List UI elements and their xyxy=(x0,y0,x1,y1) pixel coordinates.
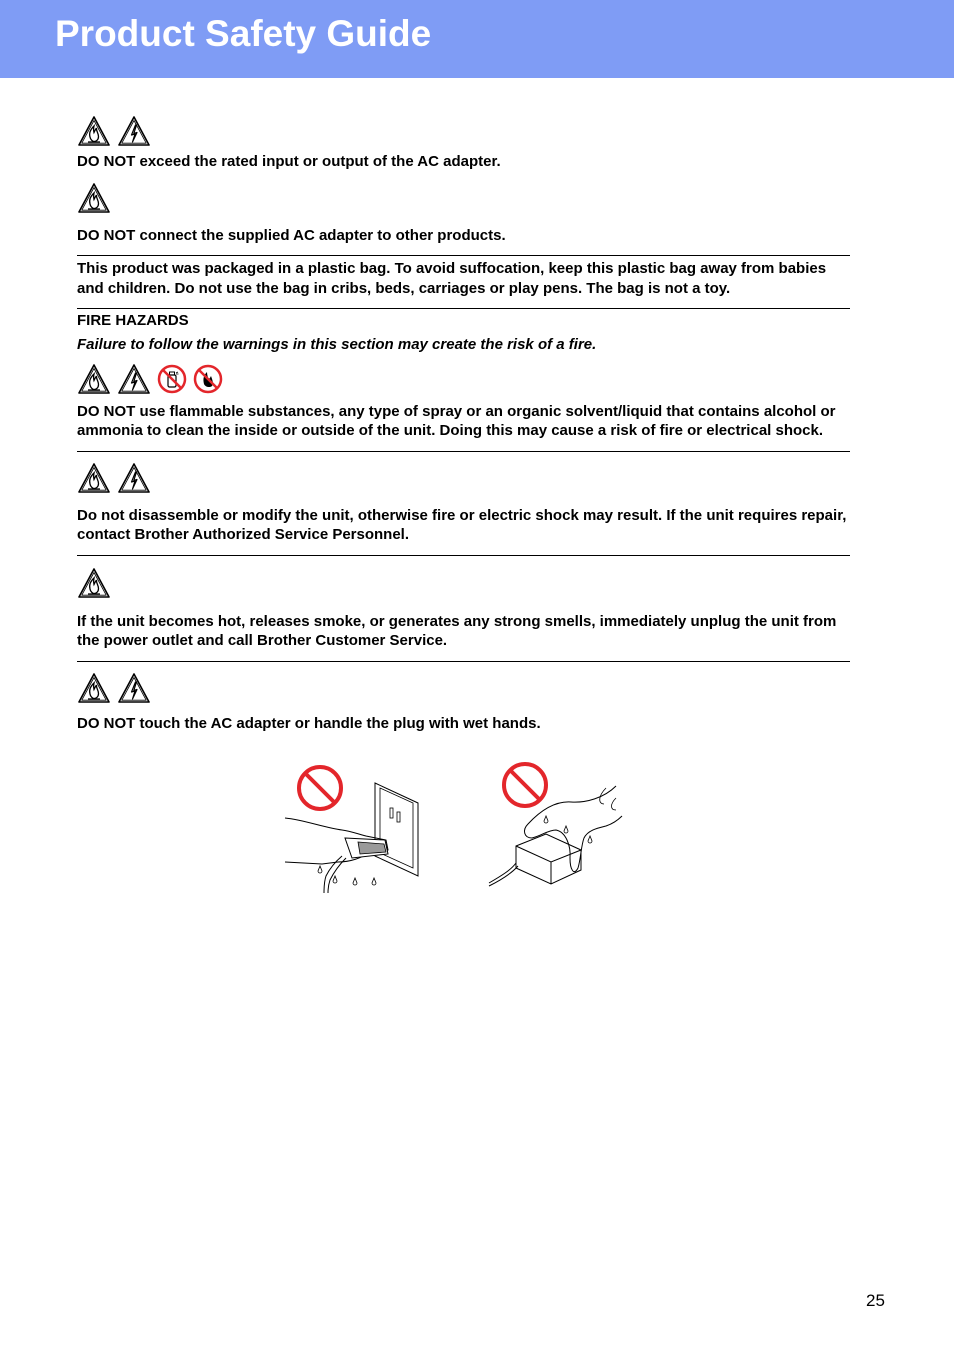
divider xyxy=(77,555,850,556)
divider xyxy=(77,255,850,256)
content xyxy=(77,113,850,733)
electric-shock-warning-icon xyxy=(117,462,151,494)
no-flammable-icon xyxy=(193,364,223,394)
fire-hazards-intro: Failure to follow the warnings in this section may create the risk of a fire. xyxy=(77,335,597,353)
no-spray-icon xyxy=(157,364,187,394)
wet-hand-plug-illustration xyxy=(280,758,425,893)
icon-row xyxy=(77,460,850,496)
divider xyxy=(77,451,850,452)
fire-warning-icon xyxy=(77,567,111,599)
icon-row xyxy=(77,565,850,601)
warning-unit-hot: If the unit becomes hot, releases smoke, or generates any strong smells, immediately unplug the unit from the power outlet and call Brother Customer Service. xyxy=(77,612,837,649)
warning-ac-rating: DO NOT exceed the rated input or output of the AC adapter. xyxy=(77,153,501,170)
warning-disassemble: Do not disassemble or modify the unit, otherwise fire or electric shock may result. If the unit requires repair, contact Brother Authorized Service Personnel. xyxy=(77,506,847,543)
warning-flammable-substances: DO NOT use flammable substances, any type of spray or an organic solvent/liquid that contains alcohol or ammonia to clean the inside or outside of the unit. Doing this may cause a risk of fire or electrical shock. xyxy=(77,402,836,439)
electric-shock-warning-icon xyxy=(117,672,151,704)
warning-adapter-other-products: DO NOT connect the supplied AC adapter to other products. xyxy=(77,226,506,244)
icon-row xyxy=(77,180,850,216)
icon-row xyxy=(77,361,850,397)
icon-row xyxy=(77,113,850,149)
electric-shock-warning-icon xyxy=(117,363,151,395)
electric-shock-warning-icon xyxy=(117,115,151,147)
divider xyxy=(77,661,850,662)
fire-warning-icon xyxy=(77,462,111,494)
divider xyxy=(77,308,850,309)
warning-wet-hands: DO NOT touch the AC adapter or handle the plug with wet hands. xyxy=(77,714,541,732)
fire-warning-icon xyxy=(77,672,111,704)
page-header xyxy=(0,0,954,78)
page-title: Product Safety Guide xyxy=(55,13,432,54)
page-number: 25 xyxy=(866,1291,885,1310)
fire-warning-icon xyxy=(77,115,111,147)
wet-hand-adapter-illustration xyxy=(486,758,626,893)
fire-warning-icon xyxy=(77,363,111,395)
fire-warning-icon xyxy=(77,182,111,214)
warning-plastic-bag: This product was packaged in a plastic bag. To avoid suffocation, keep this plastic bag away from babies and children. Do not use the bag in cribs, beds, carriages or play pens. The bag is not a toy. xyxy=(77,260,827,297)
fire-hazards-heading: FIRE HAZARDS xyxy=(77,312,189,329)
icon-row xyxy=(77,670,850,706)
